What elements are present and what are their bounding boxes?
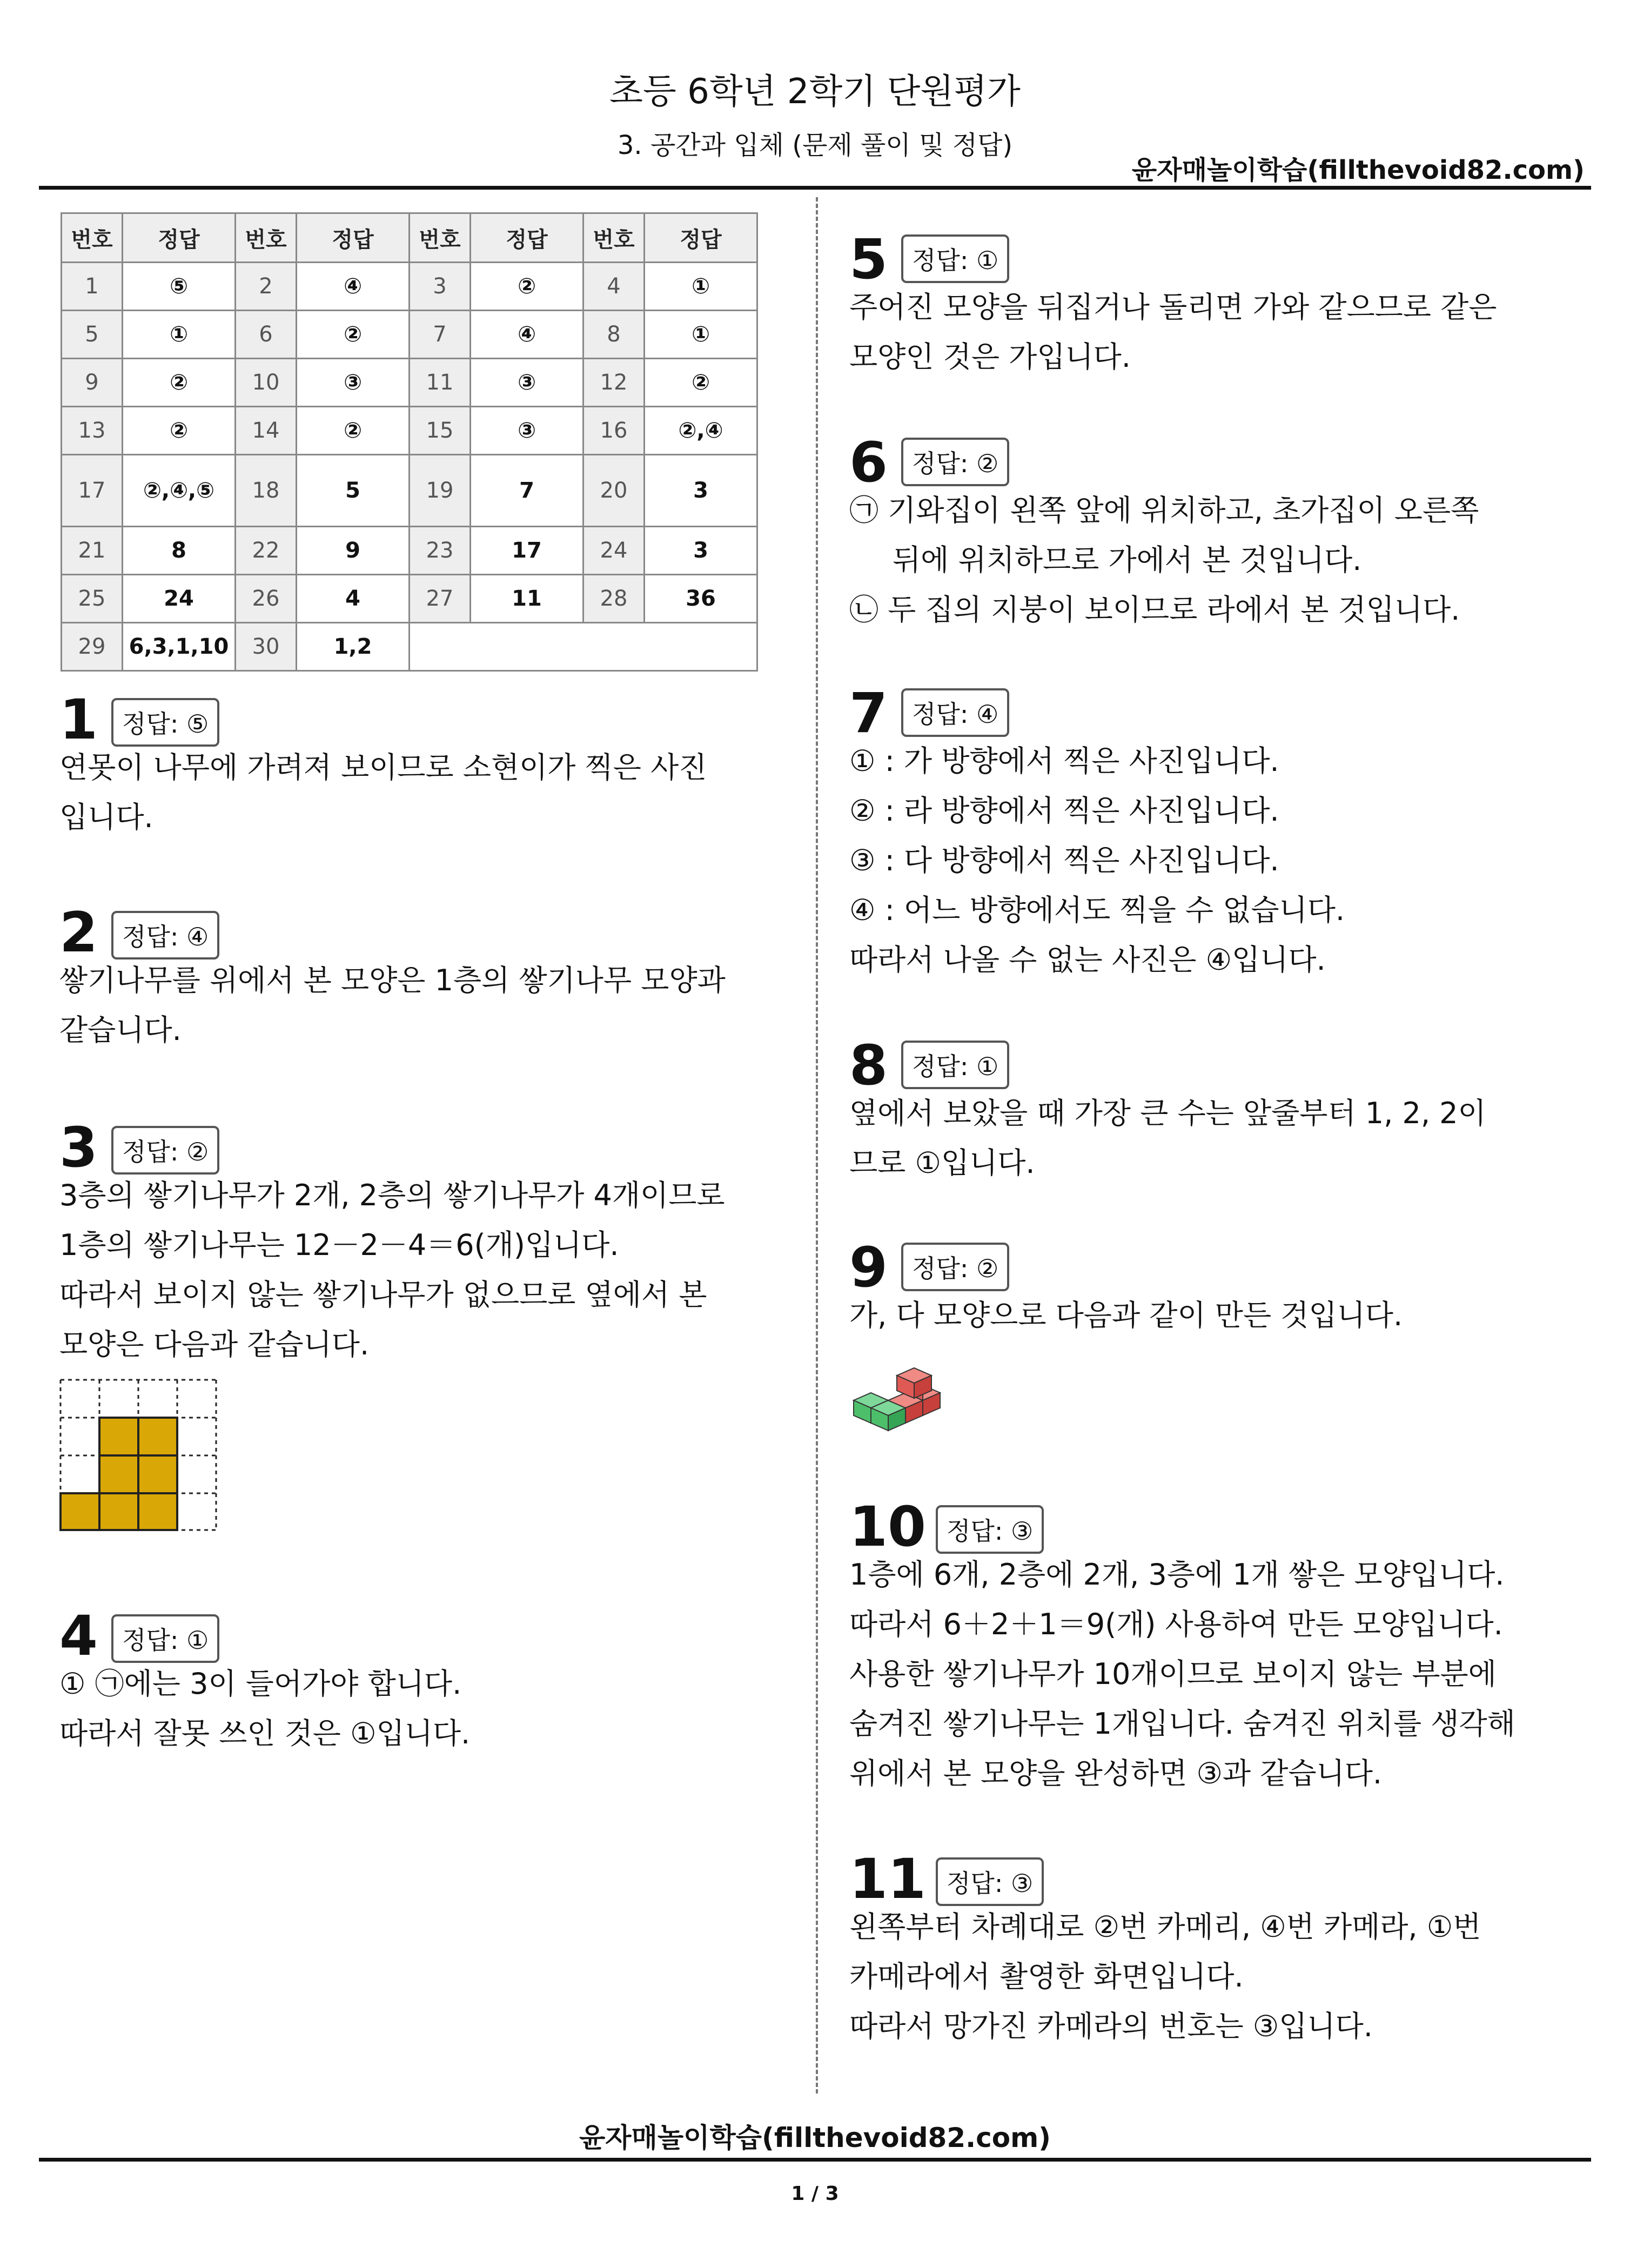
table-row [62,359,757,407]
cell-num: 1 [62,263,123,311]
th-num: 번호 [410,213,471,263]
cell-answer: 7 [471,455,583,527]
explanation-line: ㉡ 두 집의 지붕이 보이므로 라에서 본 것입니다. [849,593,1460,627]
cell-answer: ④ [297,263,410,311]
answer-badge: 정답: ① [901,234,1009,283]
explanation-line: ② : 라 방향에서 찍은 사진입니다. [849,794,1279,828]
explanation-line: 따라서 잘못 쓰인 것은 ①입니다. [59,1716,471,1750]
cell-answer: ②,④ [645,407,757,455]
cell-num: 24 [583,527,645,575]
cell-num: 16 [583,407,645,455]
answer-badge: 정답: ② [901,1243,1009,1291]
question-number: 11 [849,1847,926,1911]
answer-badge: 정답: ⑤ [111,698,219,747]
cell-num: 6 [236,311,297,359]
th-num: 번호 [583,213,645,263]
explanation-line: 뒤에 위치하므로 가에서 본 것입니다. [893,543,1362,577]
cell-num: 8 [583,311,645,359]
explanation-line: 숨겨진 쌓기나무는 1개입니다. 숨겨진 위치를 생각해 [849,1707,1515,1741]
cell-num: 3 [410,263,471,311]
header-brand: 윤자매놀이학습(fillthevoid82.com) [1131,155,1585,185]
cell-num: 28 [583,575,645,623]
cell-answer: 11 [471,575,583,623]
cell-num: 4 [583,263,645,311]
cell-num: 26 [236,575,297,623]
cell-num: 12 [583,359,645,407]
explanation-line: ① ㉠에는 3이 들어가야 합니다. [59,1667,462,1701]
cell-num: 25 [62,575,123,623]
cell-answer: ① [645,263,757,311]
answer-badge: 정답: ① [901,1041,1009,1089]
page-subtitle: 3. 공간과 입체 (문제 풀이 및 정답) [617,130,1013,160]
cell-answer: 4 [297,575,410,623]
cell-answer: ② [123,359,236,407]
explanation-line: ③ : 다 방향에서 찍은 사진입니다. [849,843,1279,877]
th-ans: 정답 [471,213,583,263]
cell-answer: ② [297,407,410,455]
footer-rule [39,2158,1591,2162]
explanation-line: 위에서 본 모양을 완성하면 ③과 같습니다. [849,1756,1383,1790]
cell-answer: ① [645,311,757,359]
cell-num: 5 [62,311,123,359]
explanation-line: 따라서 나올 수 없는 사진은 ④입니다. [849,943,1326,977]
cell-answer: ② [297,311,410,359]
explanation-line: 쌓기나무를 위에서 본 모양은 1층의 쌓기나무 모양과 [59,963,726,997]
explanation-line: 1층의 쌓기나무는 12－2－4＝6(개)입니다. [59,1228,619,1262]
th-ans: 정답 [123,213,236,263]
cell-answer: 17 [471,527,583,575]
table-row [62,455,757,527]
cell-num: 20 [583,455,645,527]
cell-num: 29 [62,623,123,671]
answer-badge: 정답: ② [901,438,1009,486]
table-row [62,263,757,311]
cell-num: 7 [410,311,471,359]
cell-answer: ③ [471,359,583,407]
explanation-line: 1층에 6개, 2층에 2개, 3층에 1개 쌓은 모양입니다. [849,1558,1505,1592]
cell-answer: ②,④,⑤ [123,455,236,527]
cell-num: 2 [236,263,297,311]
cell-answer: ② [471,263,583,311]
explanation-line: ④ : 어느 방향에서도 찍을 수 없습니다. [849,893,1345,927]
cell-num: 18 [236,455,297,527]
header-rule [39,186,1591,190]
th-num: 번호 [62,213,123,263]
question-number: 2 [59,901,98,965]
cell-answer: ② [123,407,236,455]
answer-badge: 정답: ① [111,1614,219,1663]
answer-badge: 정답: ④ [901,688,1009,737]
footer-brand: 윤자매놀이학습(fillthevoid82.com) [579,2122,1051,2153]
explanation-line: 모양은 다음과 같습니다. [59,1327,370,1361]
cell-answer: ④ [471,311,583,359]
explanation-line: 주어진 모양을 뒤집거나 돌리면 가와 같으므로 같은 [849,290,1497,324]
cell-answer: 5 [297,455,410,527]
cell-answer: ③ [297,359,410,407]
question-number: 10 [849,1495,926,1559]
explanation-line: ① : 가 방향에서 찍은 사진입니다. [849,744,1279,778]
th-ans: 정답 [297,213,410,263]
explanation-line: 따라서 6＋2＋1＝9(개) 사용하여 만든 모양입니다. [849,1607,1503,1641]
answer-badge: 정답: ③ [936,1505,1044,1554]
cell-answer: 3 [645,527,757,575]
table-row [62,575,757,623]
answer-table-header [62,213,757,263]
cell-num: 15 [410,407,471,455]
th-ans: 정답 [645,213,757,263]
table-row [62,311,757,359]
cell-num: 22 [236,527,297,575]
cell-num: 11 [410,359,471,407]
answer-table [61,212,758,672]
cell-num: 10 [236,359,297,407]
table-row [62,527,757,575]
cell-answer: 9 [297,527,410,575]
explanation-line: 왼쪽부터 차례대로 ②번 카메리, ④번 카메라, ①번 [849,1910,1481,1944]
cell-answer: ③ [471,407,583,455]
cell-answer: 6,3,1,10 [123,623,236,671]
explanation-line: 입니다. [59,800,153,834]
explanation-line: 모양인 것은 가입니다. [849,340,1131,374]
explanation-line: 3층의 쌓기나무가 2개, 2층의 쌓기나무가 4개이므로 [59,1178,725,1212]
question-number: 8 [849,1034,888,1098]
cell-num: 27 [410,575,471,623]
cell-num: 9 [62,359,123,407]
cell-num: 19 [410,455,471,527]
page-number: 1 / 3 [791,2183,839,2205]
question-number: 1 [59,688,98,752]
answer-badge: 정답: ② [111,1126,219,1175]
cell-answer: 1,2 [297,623,410,671]
explanation-line: 따라서 보이지 않는 쌓기나무가 없으므로 옆에서 본 [59,1278,707,1312]
explanation-line: ㉠ 기와집이 왼쪽 앞에 위치하고, 초가집이 오른쪽 [849,493,1479,527]
stacked-cubes-figure [849,1357,952,1438]
cell-num: 14 [236,407,297,455]
cell-answer: ① [123,311,236,359]
explanation-line: 따라서 망가진 카메라의 번호는 ③입니다. [849,2009,1373,2043]
cell-num: 13 [62,407,123,455]
column-divider [816,197,818,2093]
question-number: 6 [849,431,888,495]
side-view-figure [58,1378,218,1532]
cell-answer: 3 [645,455,757,527]
explanation-line: 사용한 쌓기나무가 10개이므로 보이지 않는 부분에 [849,1657,1497,1691]
cell-num: 30 [236,623,297,671]
table-row [62,623,757,671]
explanation-line: 카메라에서 촬영한 화면입니다. [849,1960,1244,1994]
explanation-line: 옆에서 보았을 때 가장 큰 수는 앞줄부터 1, 2, 2이 [849,1096,1486,1130]
question-number: 7 [849,681,888,746]
cell-num: 23 [410,527,471,575]
table-row [62,407,757,455]
cell-answer: 24 [123,575,236,623]
cell-answer: ② [645,359,757,407]
question-number: 4 [59,1604,98,1668]
cell-answer: 36 [645,575,757,623]
cell-answer: ⑤ [123,263,236,311]
answer-badge: 정답: ④ [111,911,219,959]
explanation-line: 므로 ①입니다. [849,1146,1035,1180]
question-number: 5 [849,227,888,292]
question-number: 3 [59,1116,98,1180]
cell-num: 17 [62,455,123,527]
cell-answer: 8 [123,527,236,575]
th-num: 번호 [236,213,297,263]
question-number: 9 [849,1236,888,1300]
explanation-line: 같습니다. [59,1013,182,1047]
page-title: 초등 6학년 2학기 단원평가 [609,72,1021,112]
cell-num: 21 [62,527,123,575]
cell-empty [410,623,757,671]
answer-badge: 정답: ③ [936,1857,1044,1906]
explanation-line: 연못이 나무에 가려져 보이므로 소현이가 찍은 사진 [59,750,707,784]
explanation-line: 가, 다 모양으로 다음과 같이 만든 것입니다. [849,1298,1403,1332]
